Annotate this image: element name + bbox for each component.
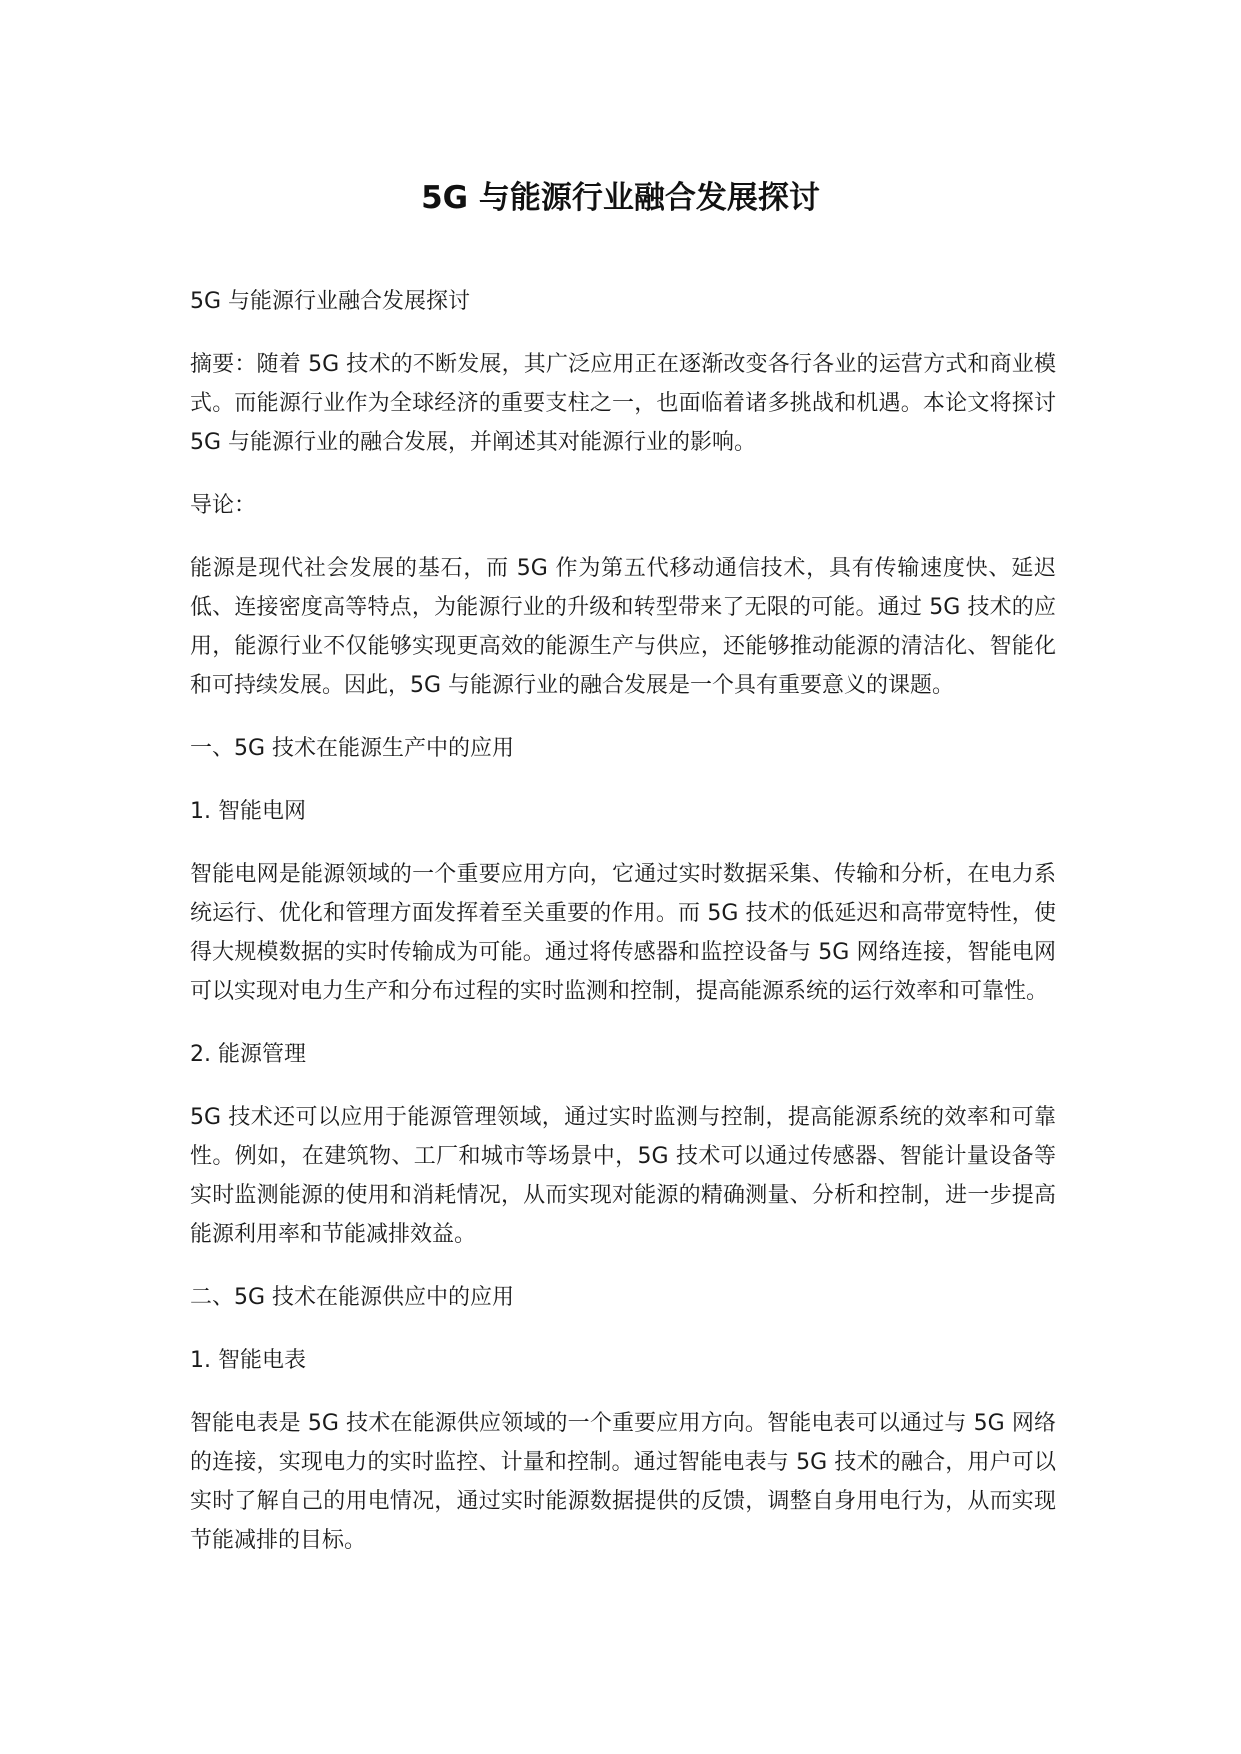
- section-1-item-1-heading: 1. 智能电网: [190, 799, 306, 824]
- section-2-item-1-paragraph: 智能电表是 5G 技术在能源供应领域的一个重要应用方向。智能电表可以通过与 5G 网络的连接，实现电力的实时监控、计量和控制。通过智能电表与 5G 技术的融合，用户可以实时了解自己的用电情况，通过实时能源数据提供的反馈，调整自身用电行为，从而实现节能减排的目标。: [190, 1411, 1056, 1553]
- document-title: 5G 与能源行业融合发展探讨: [421, 180, 820, 216]
- document-subtitle: 5G 与能源行业融合发展探讨: [190, 289, 471, 314]
- abstract-paragraph: 摘要：随着 5G 技术的不断发展，其广泛应用正在逐渐改变各行各业的运营方式和商业模式。而能源行业作为全球经济的重要支柱之一，也面临着诸多挑战和机遇。本论文将探讨 5G 与能源行业的融合发展，并阐述其对能源行业的影响。: [190, 352, 1056, 455]
- section-2-item-1-heading: 1. 智能电表: [190, 1348, 306, 1373]
- intro-heading: 导论：: [190, 493, 257, 518]
- section-2-heading: 二、5G 技术在能源供应中的应用: [190, 1285, 515, 1310]
- section-1-item-1-paragraph: 智能电网是能源领域的一个重要应用方向，它通过实时数据采集、传输和分析，在电力系统运行、优化和管理方面发挥着至关重要的作用。而 5G 技术的低延迟和高带宽特性，使得大规模数据的实时传输成为可能。通过将传感器和监控设备与 5G 网络连接，智能电网可以实现对电力生产和分布过程的实时监测和控制，提高能源系统的运行效率和可靠性。: [190, 862, 1056, 1004]
- section-1-item-2-paragraph: 5G 技术还可以应用于能源管理领域，通过实时监测与控制，提高能源系统的效率和可靠性。例如，在建筑物、工厂和城市等场景中，5G 技术可以通过传感器、智能计量设备等实时监测能源的使用和消耗情况，从而实现对能源的精确测量、分析和控制，进一步提高能源利用率和节能减排效益。: [190, 1105, 1056, 1247]
- section-1-item-2-heading: 2. 能源管理: [190, 1042, 306, 1067]
- document-body: [190, 282, 1056, 1584]
- intro-paragraph: 能源是现代社会发展的基石，而 5G 作为第五代移动通信技术，具有传输速度快、延迟低、连接密度高等特点，为能源行业的升级和转型带来了无限的可能。通过 5G 技术的应用，能源行业不仅能够实现更高效的能源生产与供应，还能够推动能源的清洁化、智能化和可持续发展。因此，5G 与能源行业的融合发展是一个具有重要意义的课题。: [190, 556, 1056, 698]
- section-1-heading: 一、5G 技术在能源生产中的应用: [190, 736, 515, 761]
